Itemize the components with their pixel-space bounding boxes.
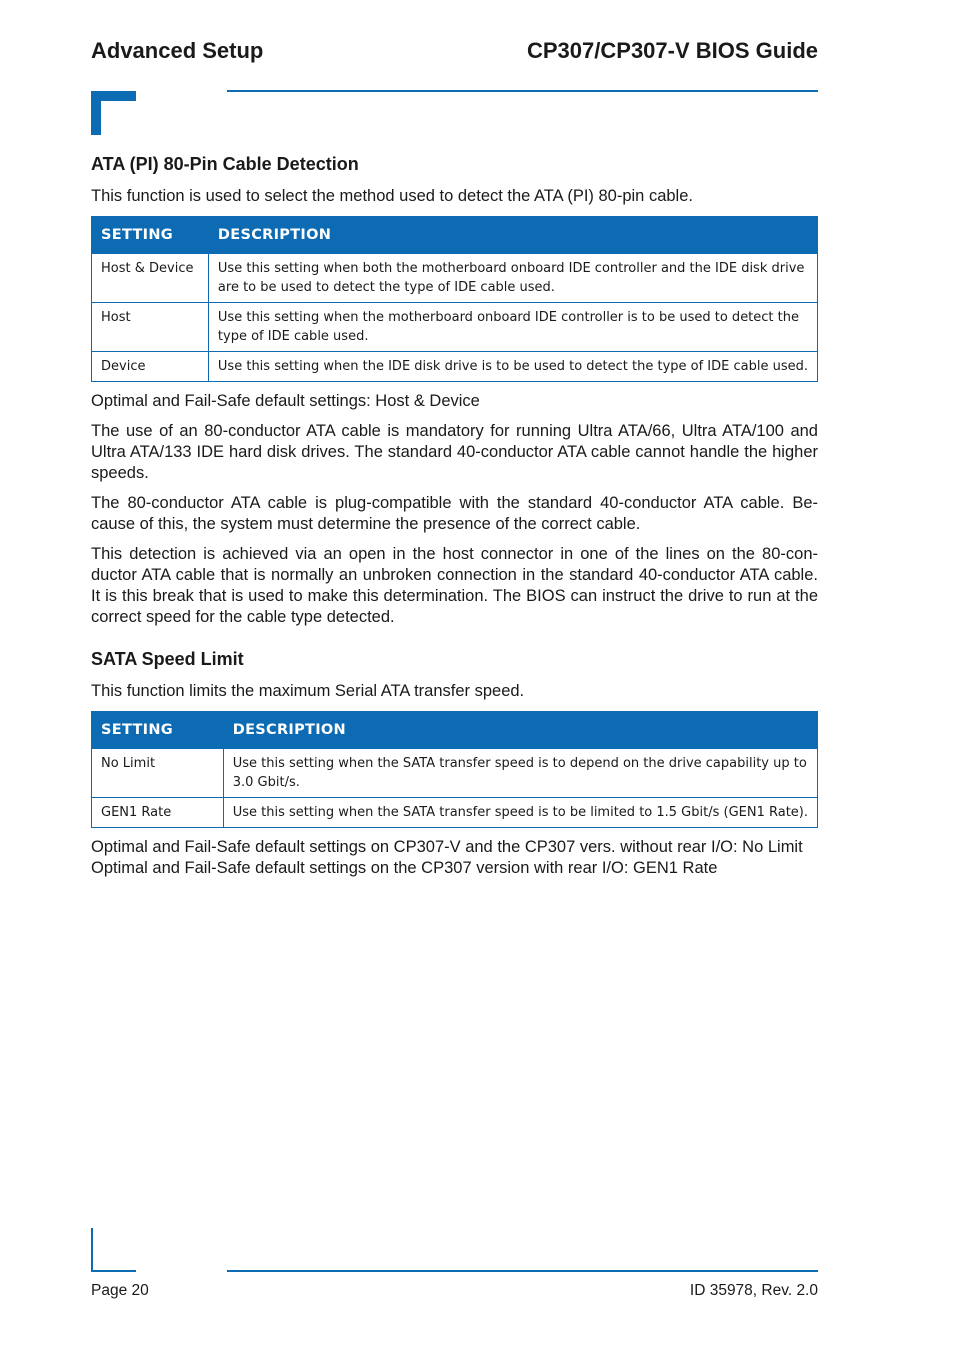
default-settings-text: Optimal and Fail-Safe default settings: Host & Device [91, 392, 480, 410]
table-header-row [92, 712, 818, 749]
table-header-row [92, 217, 818, 254]
section-intro: This function limits the maximum Serial ATA transfer speed. [91, 682, 525, 700]
description-cell: Use this setting when the SATA transfer speed is to be limited to 1.5 Gbit/s (GEN1 Rate). [223, 798, 817, 828]
table-row [92, 352, 818, 382]
setting-cell: No Limit [92, 749, 224, 798]
corner-mark-bottom-horizontal [91, 1270, 136, 1272]
corner-mark-bottom [91, 1228, 93, 1272]
document-id: ID 35978, Rev. 2.0 [689, 1282, 818, 1299]
column-header-setting: SETTING [92, 217, 209, 254]
body-paragraph: The use of an 80-conductor ATA cable is mandatory for running Ultra ATA/66, Ultra ATA/100 and Ultra ATA/133 IDE hard disk drives. The standard 40-conductor ATA cable cannot handle the higher speeds. [91, 422, 818, 482]
body-paragraph: This detection is achieved via an open in the host connector in one of the lines on the 80-con-ductor ATA cable that is normally an unbroken connection in the standard 40-conductor ATA cable. It is this break that is used to make this determination. The BIOS can instruct the drive to run at the correct speed for the cable type detected. [91, 545, 818, 626]
header-document-title: CP307/CP307-V BIOS Guide [527, 38, 818, 63]
header-section-title: Advanced Setup [91, 38, 264, 63]
section-heading-sata-speed-limit: SATA Speed Limit [91, 649, 244, 669]
settings-table-sata [91, 711, 818, 828]
setting-cell: Device [92, 352, 209, 382]
footer-rule [227, 1270, 818, 1272]
description-cell: Use this setting when the SATA transfer speed is to depend on the drive capability up to 3.0 Gbit/s. [223, 749, 817, 798]
body-paragraph: The 80-conductor ATA cable is plug-compatible with the standard 40-conductor ATA cable. Be-cause of this, the system must determine the presence of the correct cable. [91, 494, 818, 533]
default-settings-text: Optimal and Fail-Safe default settings on CP307-V and the CP307 vers. without rear I/O: No Limit [91, 838, 803, 856]
description-cell: Use this setting when both the motherboard onboard IDE controller and the IDE disk drive are to be used to detect the type of IDE cable used. [208, 254, 817, 303]
table-row [92, 303, 818, 352]
setting-cell: GEN1 Rate [92, 798, 224, 828]
column-header-description: DESCRIPTION [223, 712, 817, 749]
section-heading-ata-cable-detection: ATA (PI) 80-Pin Cable Detection [91, 154, 359, 174]
setting-cell: Host & Device [92, 254, 209, 303]
default-settings-text: Optimal and Fail-Safe default settings on the CP307 version with rear I/O: GEN1 Rate [91, 859, 718, 877]
table-row [92, 254, 818, 303]
corner-mark-top-horizontal [91, 91, 136, 101]
table-row [92, 798, 818, 828]
description-cell: Use this setting when the IDE disk drive is to be used to detect the type of IDE cable used. [208, 352, 817, 382]
section-intro: This function is used to select the method used to detect the ATA (PI) 80-pin cable. [91, 187, 693, 205]
header-rule [227, 90, 818, 92]
page-number: Page 20 [91, 1282, 149, 1299]
description-cell: Use this setting when the motherboard onboard IDE controller is to be used to detect the type of IDE cable used. [208, 303, 817, 352]
settings-table-ata [91, 216, 818, 382]
setting-cell: Host [92, 303, 209, 352]
column-header-setting: SETTING [92, 712, 224, 749]
column-header-description: DESCRIPTION [208, 217, 817, 254]
table-row [92, 749, 818, 798]
page-content [91, 151, 818, 879]
